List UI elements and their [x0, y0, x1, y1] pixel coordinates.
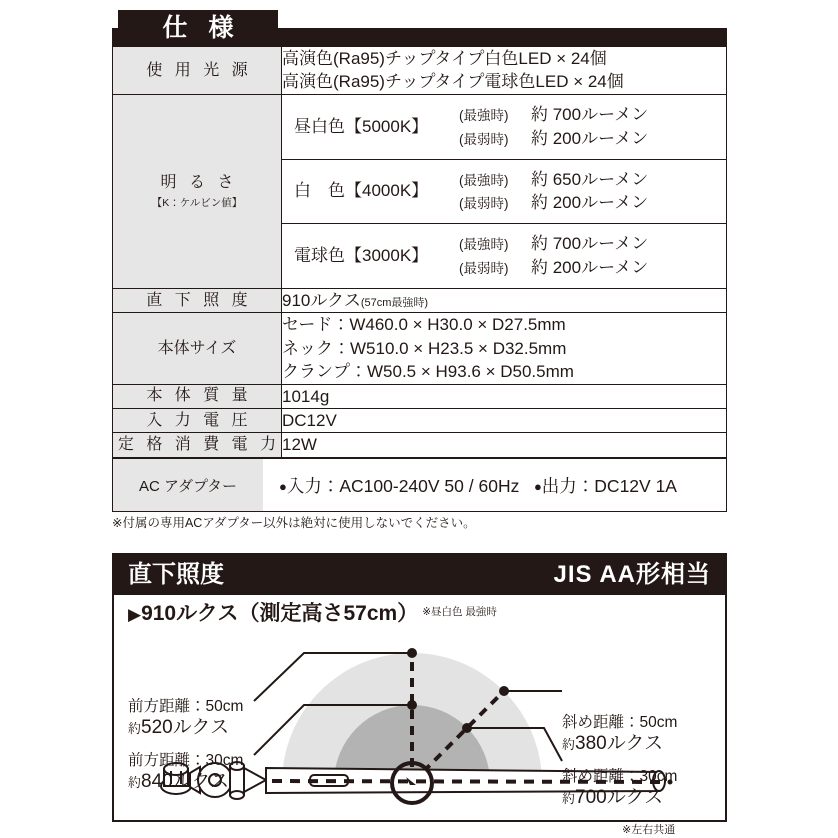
row-label-brightness: 明 る さ 【K：ケルビン値】 [113, 94, 282, 288]
condition-min: (最弱時) [459, 196, 509, 212]
illuminance-header [114, 555, 725, 595]
lumen-line [459, 256, 726, 280]
label-front-50cm [128, 697, 243, 740]
table-row [113, 459, 727, 512]
label-common-note: ※左右共通 [622, 824, 676, 836]
lumens-3000k [459, 224, 726, 288]
ac-adapter-input: 入力：AC100-240V 50 / 60Hz [286, 475, 520, 496]
color-temp-5000k: 昼白色【5000K】 [282, 95, 459, 159]
illuminance-diagram [114, 601, 725, 836]
light-source-line-1: 高演色(Ra95)チップタイプ白色LED × 24個 [282, 49, 607, 68]
condition-min: (最弱時) [459, 260, 509, 276]
table-row [113, 313, 727, 384]
direct-illuminance-value: 910ルクス [282, 290, 361, 310]
lumen-value: 約 700ルーメン [531, 104, 649, 124]
direct-illuminance-condition: (57cm最強時) [360, 296, 429, 309]
label-diagonal-50cm [562, 713, 677, 756]
ac-adapter-output: 出力：DC12V 1A [541, 475, 677, 496]
label-diagonal-30cm [562, 767, 677, 810]
lumen-line [459, 191, 726, 215]
lumens-4000k [459, 159, 726, 224]
table-row [113, 94, 727, 288]
lumen-value: 約 200ルーメン [531, 257, 649, 277]
label-front-30cm-lux: 約840ルクス [128, 771, 230, 793]
lumen-value: 約 200ルーメン [531, 193, 649, 213]
condition-max: (最強時) [459, 107, 509, 123]
lumen-line [459, 232, 726, 256]
spec-title: 仕 様 [162, 13, 241, 42]
row-label-light-source: 使 用 光 源 [113, 47, 282, 95]
spec-header-title-block [118, 10, 278, 46]
table-row [113, 433, 727, 457]
label-diagonal-50cm-distance: 斜め距離：50cm [562, 714, 678, 731]
lumen-line [459, 103, 726, 127]
lumen-value: 約 650ルーメン [531, 169, 649, 189]
condition-min: (最弱時) [459, 131, 509, 147]
lumen-value: 約 200ルーメン [531, 128, 649, 148]
row-value-direct-illuminance [282, 288, 727, 312]
ac-adapter-label: AC アダプター [113, 459, 264, 512]
row-label-input-voltage: 入 力 電 圧 [113, 408, 282, 432]
bullet-icon: ● [279, 478, 287, 494]
row-label-brightness-sub: 【K：ケルビン値】 [151, 197, 243, 209]
spec-table [112, 46, 727, 458]
row-value-body-size [282, 313, 727, 384]
body-size-neck: ネック：W510.0 × H23.5 × D32.5mm [282, 338, 567, 358]
lumen-value: 約 700ルーメン [531, 234, 649, 254]
label-front-50cm-lux: 約520ルクス [128, 717, 230, 739]
brightness-table [282, 95, 726, 288]
brightness-row-4000k [282, 159, 726, 224]
triangle-marker-icon: ▶ [128, 605, 142, 624]
label-diagonal-30cm-distance: 斜め距離：30cm [562, 768, 678, 785]
row-label-body-size: 本体サイズ [113, 313, 282, 384]
table-row [113, 47, 727, 95]
label-diagonal-50cm-lux: 約380ルクス [562, 733, 664, 755]
row-value-weight: 1014g [282, 384, 727, 408]
row-value-light-source [282, 47, 727, 95]
jis-rating-badge: JIS AA形相当 [553, 561, 711, 588]
illuminance-subtitle-text: 910ルクス（測定高さ57cm） [141, 602, 419, 625]
neck-wedge-icon [244, 768, 266, 792]
illuminance-header-title: 直下照度 [128, 561, 224, 588]
color-temp-3000k: 電球色【3000K】 [294, 245, 429, 265]
ac-adapter-warning-note: ※付属の専用ACアダプター以外は絶対に使用しないでください。 [112, 516, 476, 530]
row-value-input-voltage: DC12V [282, 408, 727, 432]
label-front-30cm [128, 751, 243, 794]
color-temp-4000k: 白 色【4000K】 [282, 159, 459, 224]
row-label-direct-illuminance: 直 下 照 度 [113, 288, 282, 312]
ac-adapter-block [112, 458, 727, 512]
ac-adapter-table [112, 458, 727, 512]
table-row [113, 288, 727, 312]
row-value-power-consumption: 12W [282, 433, 727, 457]
brightness-row-3000k [282, 224, 726, 288]
spec-header-bar [112, 10, 727, 46]
spec-table-block [112, 10, 727, 458]
label-front-30cm-distance: 前方距離：30cm [128, 752, 244, 769]
lumen-line [459, 168, 726, 192]
lumen-line [459, 127, 726, 151]
table-row [113, 408, 727, 432]
brightness-row-5000k [282, 95, 726, 159]
condition-max: (最強時) [459, 237, 509, 253]
label-diagonal-30cm-lux: 約700ルクス [562, 787, 664, 809]
label-front-50cm-distance: 前方距離：50cm [128, 698, 244, 715]
body-size-shade: セード：W460.0 × H30.0 × D27.5mm [282, 315, 566, 335]
row-label-weight: 本 体 質 量 [113, 384, 282, 408]
condition-max: (最強時) [459, 172, 509, 188]
row-label-power-consumption: 定 格 消 費 電 力 [113, 433, 282, 457]
body-size-clamp: クランプ：W50.5 × H93.6 × D50.5mm [282, 362, 574, 382]
illuminance-subtitle-note: ※昼白色 最強時 [422, 606, 497, 618]
illuminance-panel [112, 553, 727, 836]
lumens-5000k [459, 95, 726, 159]
bullet-icon: ● [533, 478, 542, 494]
table-row [113, 384, 727, 408]
ac-adapter-values [263, 459, 727, 512]
light-source-line-2: 高演色(Ra95)チップタイプ電球色LED × 24個 [282, 72, 624, 92]
row-value-brightness [282, 94, 727, 288]
